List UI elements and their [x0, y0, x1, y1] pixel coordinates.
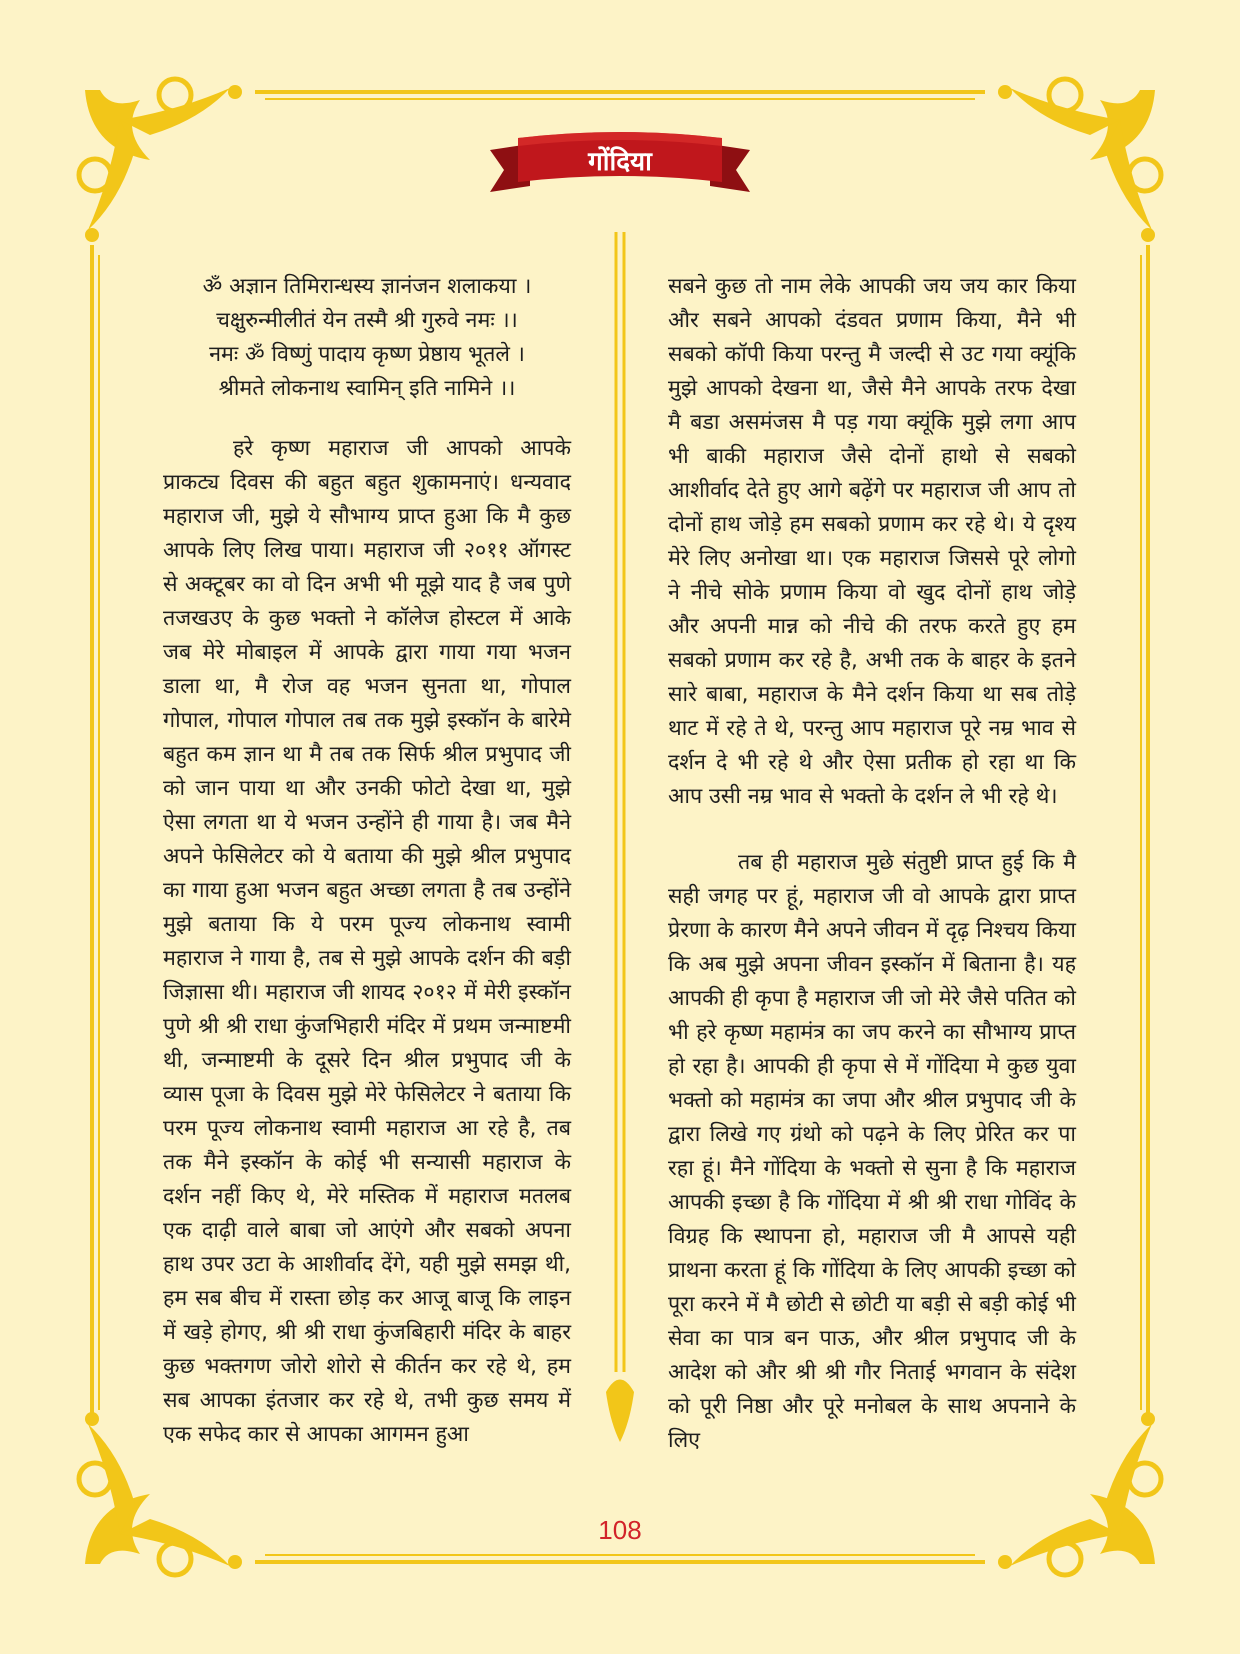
left-column: [163, 270, 571, 1452]
shloka-line: ॐ अज्ञान तिमिरान्धस्य ज्ञानंजन शलाकया ।: [202, 274, 532, 299]
body-paragraph: सबने कुछ तो नाम लेके आपकी जय जय कार किया और सबने आपको दंडवत प्रणाम किया, मैने भी सबको कॉपी किया परन्तु मै जल्दी से उट गया क्यूंकि मुझे आपको देखना था, जैसे मैने आपके तरफ देखा मै बडा असमंजस मै पड़ गया क्यूंकि मुझे लगा आप भी बाकी महाराज जैसे दोनों हाथो से सबको आशीर्वाद देते हुए आगे बढ़ेंगे पर महाराज जी आप तो दोनों हाथ जोड़े हम सबको प्रणाम कर रहे थे। ये दृश्य मेरे लिए अनोखा था। एक महाराज जिससे पूरे लोगो ने नीचे सोके प्रणाम किया वो खुद दोनों हाथ जोड़े और अपनी मान्न को नीचे की तरफ करते हुए हम सबको प्रणाम कर रहे है, अभी तक के बाहर के इतने सारे बाबा, महाराज के मैने दर्शन किया था सब तोड़े थाट में रहे ते थे, परन्तु आप महाराज पूरे नम्र भाव से दर्शन दे भी रहे थे और ऐसा प्रतीक हो रहा था कि आप उसी नम्र भाव से भक्तो के दर्शन ले भी रहे थे।: [668, 274, 1076, 809]
section-title: गोंदिया: [588, 147, 652, 177]
page-number: 108: [598, 1515, 642, 1545]
shloka-line: चक्षुरुन्मीलीतं येन तस्मै श्री गुरुवे नमः ।।: [216, 308, 518, 333]
shloka-verse: [163, 270, 571, 406]
corner-ornament-top-right: [998, 79, 1161, 242]
right-column: [668, 270, 1076, 1458]
column-divider: [596, 232, 646, 1492]
body-paragraph: हरे कृष्ण महाराज जी आपको आपके प्राकट्य दिवस की बहुत बहुत शुकामनाएं। धन्यवाद महाराज जी, मुझे ये सौभाग्य प्राप्त हुआ कि मै कुछ आपके लिए लिख पाया। महाराज जी २०११ ऑगस्ट से अक्टूबर का वो दिन अभी भी मूझे याद है जब पुणे तजखउए के कुछ भक्तो ने कॉलेज होस्टल में आके जब मेरे मोबाइल में आपके द्वारा गाया गया भजन डाला था, मै रोज वह भजन सुनता था, गोपाल गोपाल, गोपाल गोपाल तब तक मुझे इस्कॉन के बारेमे बहुत कम ज्ञान था मै तब तक सिर्फ श्रील प्रभुपाद जी को जान पाया था और उनकी फोटो देखा था, मुझे ऐसा लगता था ये भजन उन्होंने ही गाया है। जब मैने अपने फेसिलेटर को ये बताया की मुझे श्रील प्रभुपाद का गाया हुआ भजन बहुत अच्छा लगता है तब उन्होंने मुझे बताया कि ये परम पूज्य लोकनाथ स्वामी महाराज ने गाया है, तब से मुझे आपके दर्शन की बड़ी जिज्ञासा थी। महाराज जी शायद २०१२ में मेरी इस्कॉन पुणे श्री श्री राधा कुंजभिहारी मंदिर में प्रथम जन्माष्टमी थी, जन्माष्टमी के दूसरे दिन श्रील प्रभुपाद जी के व्यास पूजा के दिवस मुझे मेरे फेसिलेटर ने बताया कि परम पूज्य लोकनाथ स्वामी महाराज आ रहे है, तब तक मैने इस्कॉन के कोई भी सन्यासी महाराज के दर्शन नहीं किए थे, मेरे मस्तिक में महाराज मतलब एक दाढ़ी वाले बाबा जो आएंगे और सबको अपना हाथ उपर उटा के आशीर्वाद देंगे, यही मुझे समझ थी, हम सब बीच में रास्ता छोड़ कर आजू बाजू कि लाइन में खड़े होगए, श्री श्री राधा कुंजबिहारी मंदिर के बाहर कुछ भक्तगण जोरो शोरो से कीर्तन कर रहे थे, हम सब आपका इंतजार कर रहे थे, तभी कुछ समय में एक सफेद कार से आपका आगमन हुआ: [163, 436, 571, 1447]
shloka-line: श्रीमते लोकनाथ स्वामिन् इति नामिने ।।: [218, 376, 516, 401]
body-paragraph: तब ही महाराज मुछे संतुष्टी प्राप्त हुई कि मै सही जगह पर हूं, महाराज जी वो आपके द्वारा प्राप्त प्रेरणा के कारण मैने अपने जीवन में दृढ़ निश्चय किया कि अब मुझे अपना जीवन इस्कॉन में बिताना है। यह आपकी ही कृपा है महाराज जी जो मेरे जैसे पतित को भी हरे कृष्ण महामंत्र का जप करने का सौभाग्य प्राप्त हो रहा है। आपकी ही कृपा से में गोंदिया मे कुछ युवा भक्तो को महामंत्र का जपा और श्रील प्रभुपाद जी के द्वारा लिखे गए ग्रंथो को पढ़ने के लिए प्रेरित कर पा रहा हूं। मैने गोंदिया के भक्तो से सुना है कि महाराज आपकी इच्छा है कि गोंदिया में श्री श्री राधा गोविंद के विग्रह कि स्थापना हो, महाराज जी मै आपसे यही प्राथना करता हूं कि गोंदिया के लिए आपकी इच्छा को पूरा करने में मै छोटी से छोटी या बड़ी से बड़ी कोई भी सेवा का पात्र बन पाऊ, और श्रील प्रभुपाद जी के आदेश को और श्री श्री गौर निताई भगवान के संदेश को पूरी निष्ठा और पूरे मनोबल के साथ अपनाने के लिए: [668, 850, 1076, 1453]
shloka-line: नमः ॐ विष्णुं पादाय कृष्ण प्रेष्ठाय भूतले ।: [209, 342, 525, 367]
corner-ornament-top-left: [79, 79, 242, 242]
